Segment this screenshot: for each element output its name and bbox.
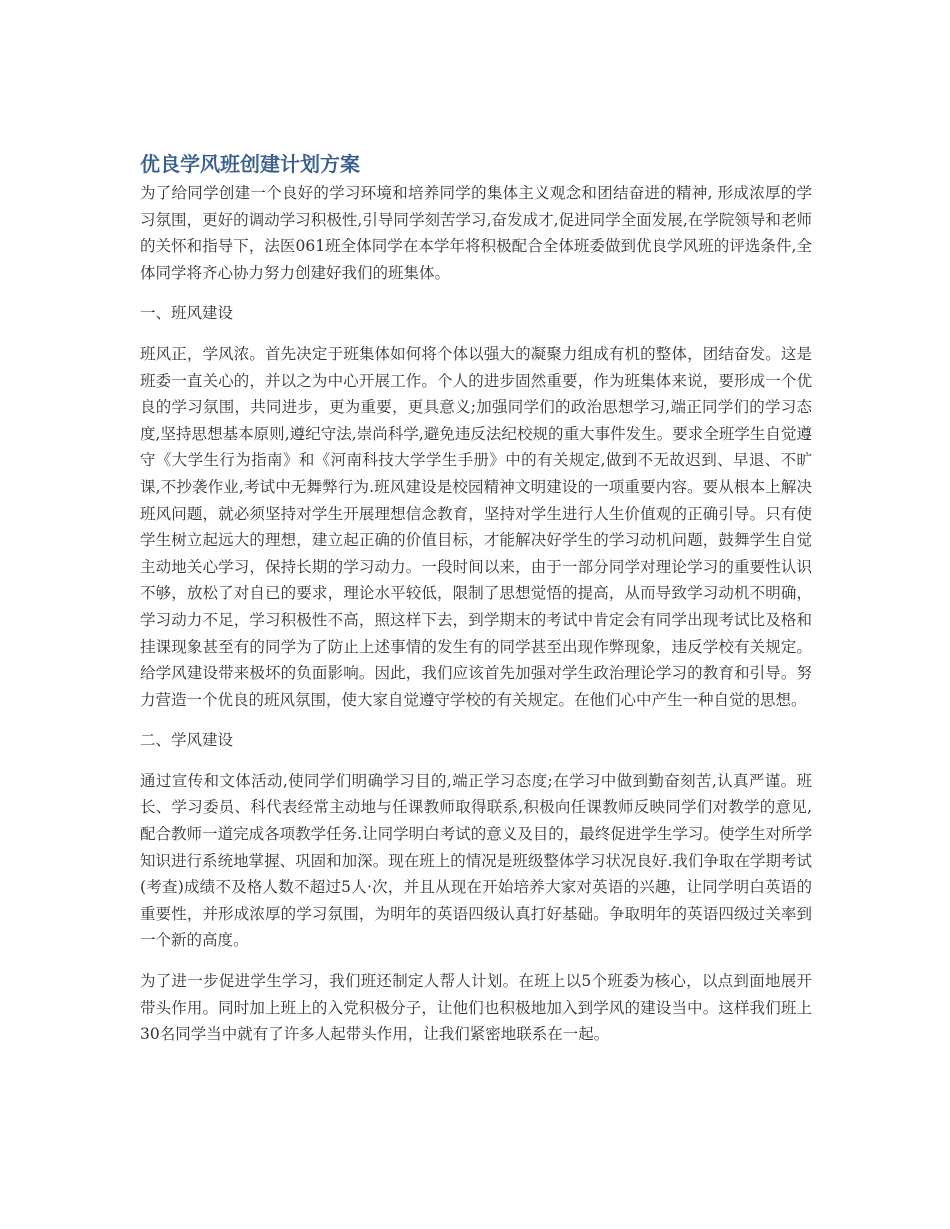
spacer [140,954,812,968]
section-paragraph: 为了进一步促进学生学习，我们班还制定人帮人计划。在班上以5个班委为核心，以点到面地展开带头作用。同时加上班上的入党积极分子，让他们也积极地加入到学风的建设当中。这样我们班上30名同学当中就有了许多人起带头作用，让我们紧密地联系在一起。 [140,972,812,1044]
spacer [140,713,812,727]
section-heading-class-style: 一、班风建设 [140,304,234,323]
document-page [140,150,812,1048]
document-title: 优良学风班创建计划方案 [140,152,360,176]
spacer [140,327,812,341]
intro-paragraph: 为了给同学创建一个良好的学习环境和培养同学的集体主义观念和团结奋进的精神, 形成浓厚的学习氛围，更好的调动学习积极性,引导同学刻苦学习,奋发成才,促进同学全面发展,在学院领导和老师的关怀和指导下，法医061班全体同学在本学年将积极配合全体班委做到优良学风班的评选条件,全体同学将齐心协力努力创建好我们的班集体。 [140,184,812,282]
section-paragraph: 通过宣传和文体活动,使同学们明确学习目的,端正学习态度;在学习中做到勤奋刻苦,认真严谨。班长、学习委员、科代表经常主动地与任课教师取得联系,积极向任课教师反映同学们对教学的意见,配合教师一道完成各项教学任务.让同学明白考试的意义及目的，最终促进学生学习。使学生对所学知识进行系统地掌握、巩固和加深。现在班上的情况是班级整体学习状况良好.我们争取在学期考试(考查)成绩不及格人数不超过5人·次，并且从现在开始培养大家对英语的兴趣，让同学明白英语的重要性，并形成浓厚的学习氛围，为明年的英语四级认真打好基础。争取明年的英语四级过关率到一个新的高度。 [140,771,812,950]
spacer [140,754,812,768]
section-heading-study-style: 二、学风建设 [140,731,234,750]
spacer [140,286,812,300]
section-paragraph: 班风正，学风浓。首先决定于班集体如何将个体以强大的凝聚力组成有机的整体，团结奋发。这是班委一直关心的，并以之为中心开展工作。个人的进步固然重要，作为班集体来说，要形成一个优良的学习氛围，共同进步，更为重要，更具意义;加强同学们的政治思想学习,端正同学们的学习态度,坚持思想基本原则,遵纪守法,崇尚科学,避免违反法纪校规的重大事件发生。要求全班学生自觉遵守《大学生行为指南》和《河南科技大学学生手册》中的有关规定,做到不无故迟到、早退、不旷课,不抄袭作业,考试中无舞弊行为.班风建设是校园精神文明建设的一项重要内容。要从根本上解决班风问题，就必须坚持对学生开展理想信念教育，坚持对学生进行人生价值观的正确引导。只有使学生树立起远大的理想，建立起正确的价值目标，才能解决好学生的学习动机问题，鼓舞学生自觉主动地关心学习，保持长期的学习动力。一段时间以来，由于一部分同学对理论学习的重要性认识不够，放松了对自已的要求，理论水平较低，限制了思想觉悟的提高，从而导致学习动机不明确，学习动力不足，学习积极性不高，照这样下去，到学期末的考试中肯定会有同学出现考试比及格和挂课现象甚至有的同学为了防止上述事情的发生有的同学甚至出现作弊现象，违反学校有关规定。给学风建设带来极坏的负面影响。因此，我们应该首先加强对学生政治理论学习的教育和引导。努力营造一个优良的班风氛围，使大家自觉遵守学校的有关规定。在他们心中产生一种自觉的思想。 [140,344,812,709]
